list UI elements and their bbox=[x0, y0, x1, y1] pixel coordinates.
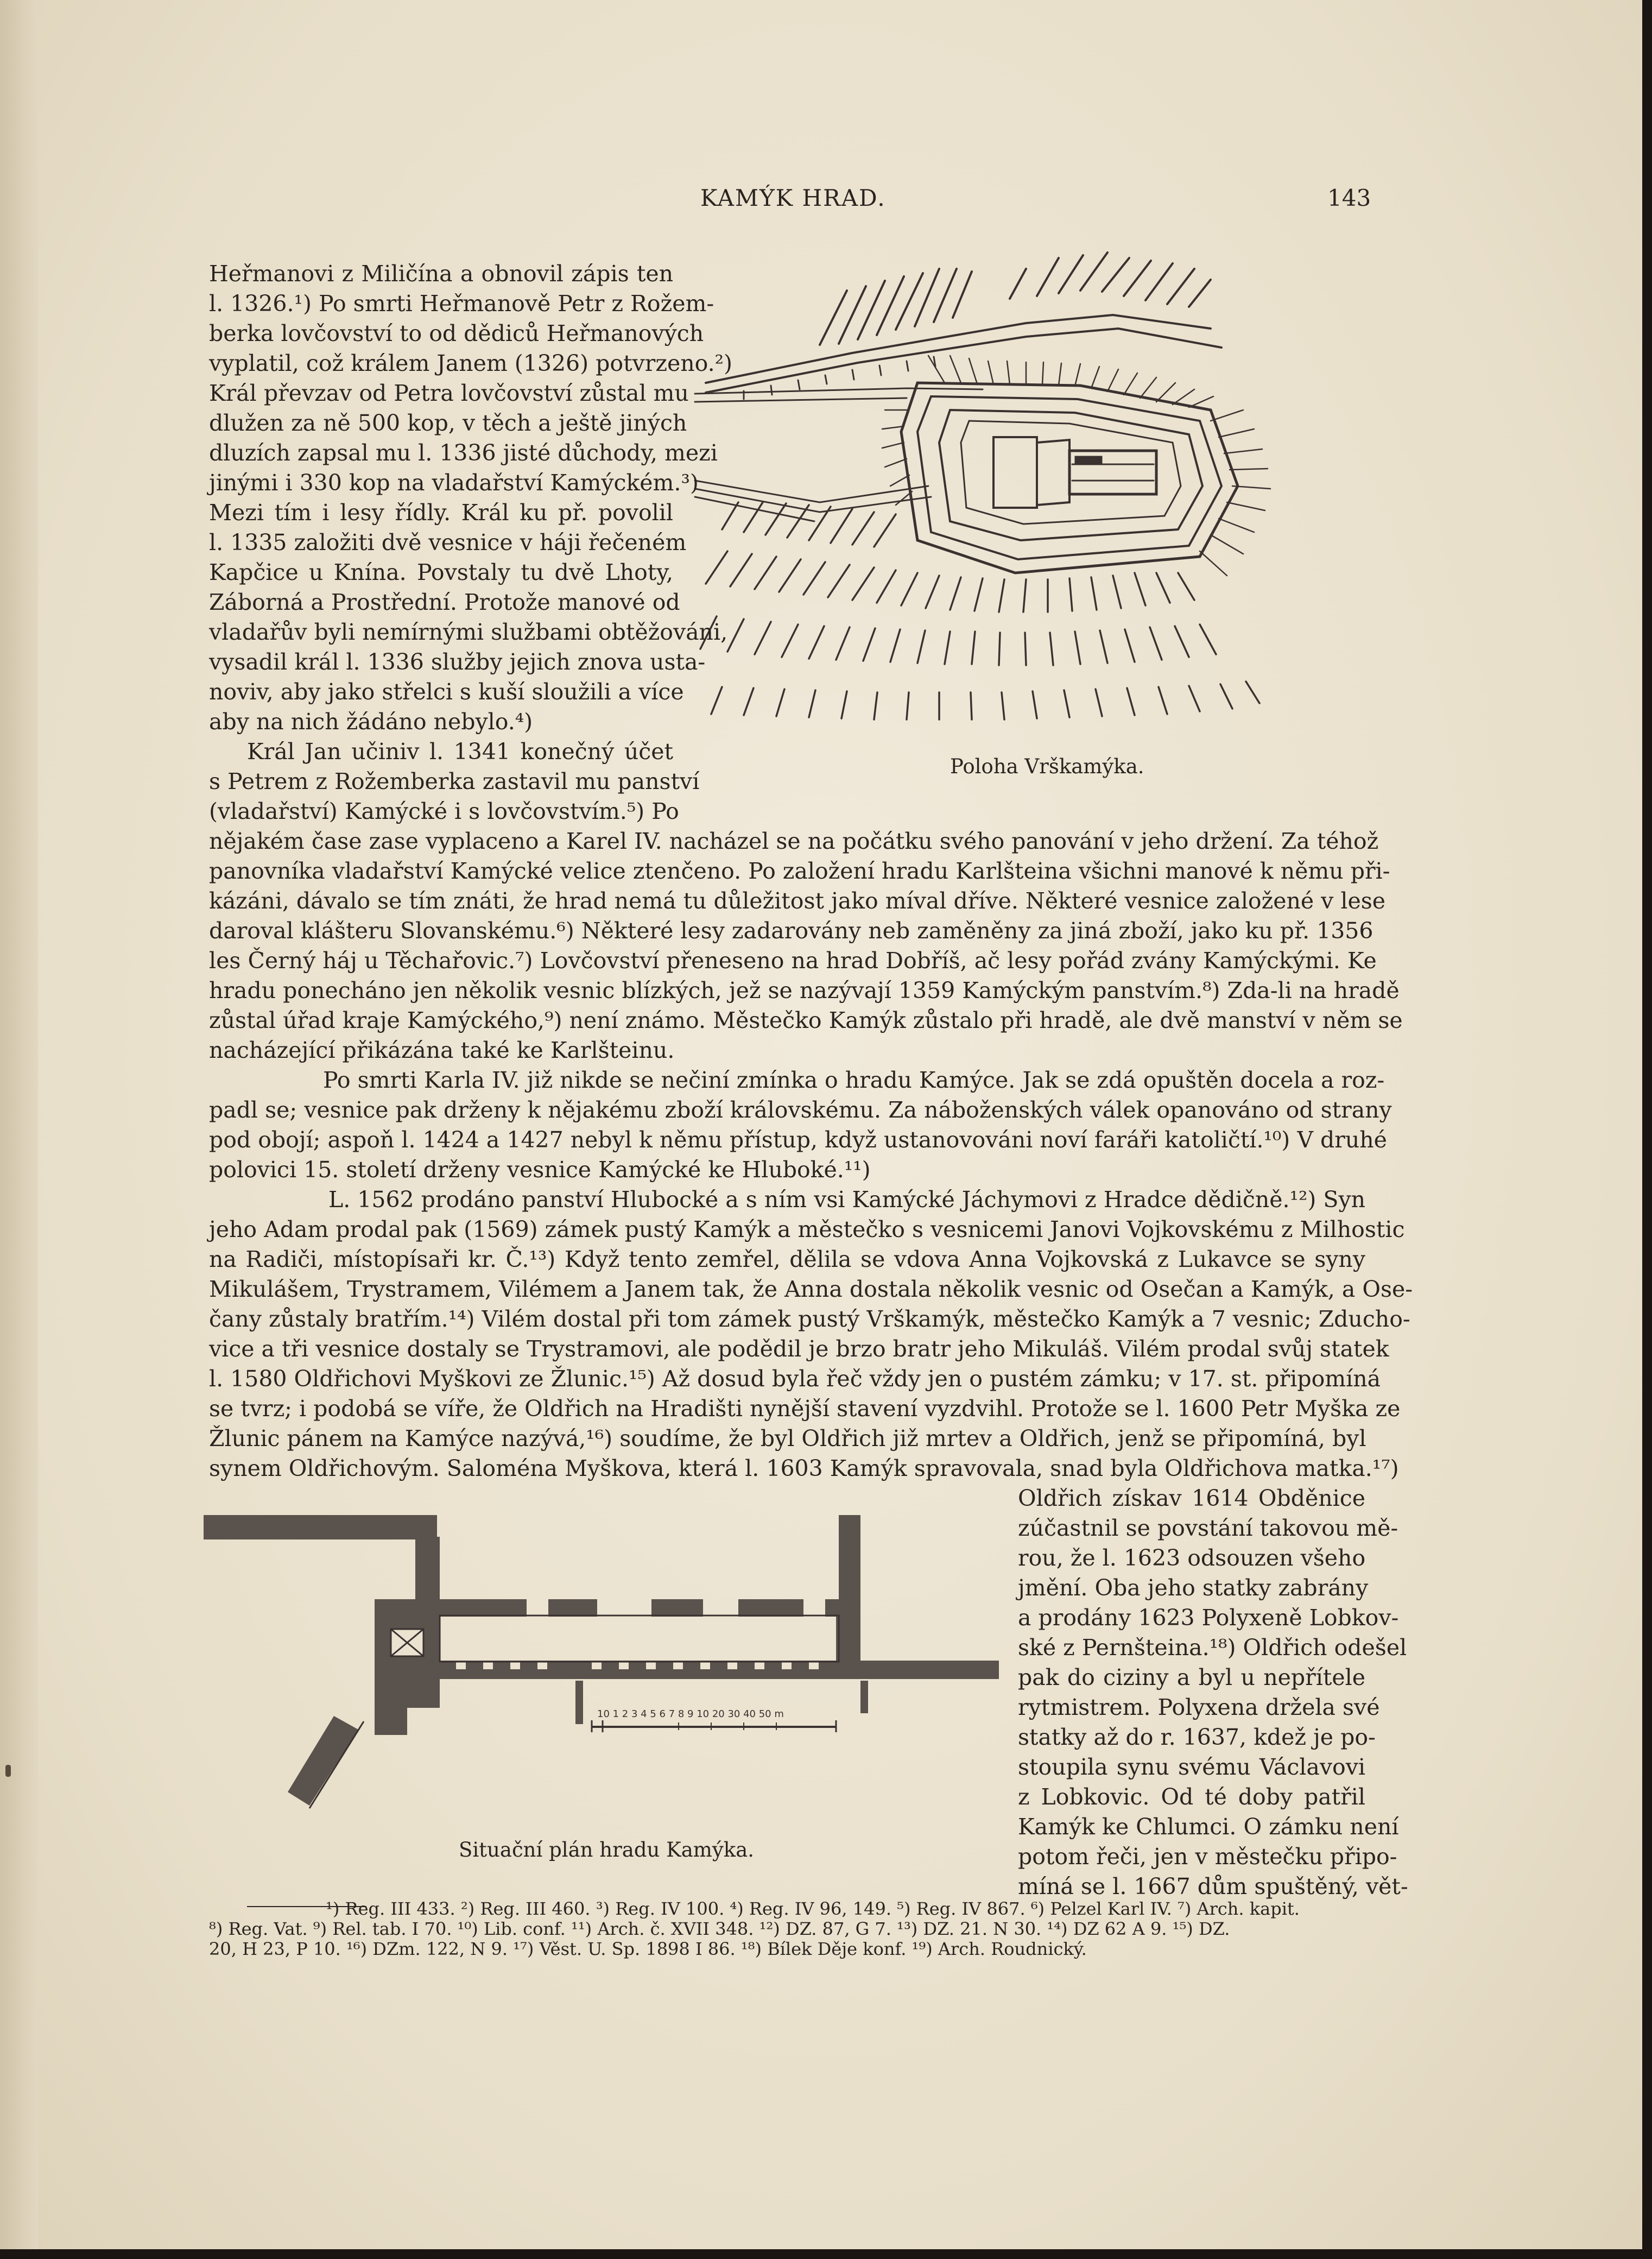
page-smudge bbox=[5, 1765, 11, 1777]
body-line: Heřmanovi z Miličína a obnovil zápis ten bbox=[209, 261, 673, 287]
page-binding-edge bbox=[0, 0, 38, 2249]
castle-location-figure bbox=[689, 247, 1373, 747]
body-line: Oldřich získav 1614 Obděnice bbox=[1018, 1485, 1365, 1511]
body-line: aby na nich žádáno nebylo.⁴) bbox=[209, 709, 533, 735]
body-line: padl se; vesnice pak drženy k nějakému zboží královskému. Za náboženských válek opanováno od strany bbox=[209, 1097, 1392, 1123]
body-line: rou, že l. 1623 odsouzen všeho bbox=[1018, 1545, 1366, 1571]
body-line: L. 1562 prodáno panství Hlubocké a s ním vsi Kamýcké Jáchymovi z Hradce dědičně.¹²) Syn bbox=[328, 1187, 1366, 1213]
page-number: 143 bbox=[1327, 185, 1371, 211]
body-line: Záborná a Prostřední. Protože manové od bbox=[209, 589, 680, 615]
body-line: Kapčice u Knína. Povstaly tu dvě Lhoty, bbox=[209, 559, 673, 585]
body-line: kázáni, dávalo se tím znáti, že hrad nemá tu důležitost jako míval dříve. Některé vesnice založené v lese bbox=[209, 888, 1386, 914]
body-line: Mezi tím i lesy řídly. Král ku př. povolil bbox=[209, 500, 673, 526]
body-line: stoupila synu svému Václavovi bbox=[1018, 1754, 1365, 1780]
body-line: vysadil král l. 1336 služby jejich znova usta- bbox=[209, 649, 706, 675]
body-line: z Lobkovic. Od té doby patřil bbox=[1018, 1784, 1365, 1810]
body-line: Po smrti Karla IV. již nikde se nečiní zmínka o hradu Kamýce. Jak se zdá opuštěn docela a roz- bbox=[323, 1067, 1385, 1093]
body-line: Žlunic pánem na Kamýce nazývá,¹⁶) soudíme, že byl Oldřich již mrtev a Oldřich, jenž se připomíná, byl bbox=[209, 1425, 1366, 1452]
scale-bar-label: 10 1 2 3 4 5 6 7 8 9 10 20 30 40 50 m bbox=[597, 1708, 784, 1720]
body-line: statky až do r. 1637, kdež je po- bbox=[1018, 1724, 1376, 1750]
body-line: jinými i 330 kop na vladařství Kamýckém.³) bbox=[209, 470, 699, 496]
running-head: KAMÝK HRAD. bbox=[700, 185, 886, 211]
footnote-line: ⁸) Reg. Vat. ⁹) Rel. tab. I 70. ¹⁰) Lib. conf. ¹¹) Arch. č. XVII 348. ¹²) DZ. 87, G 7. ¹³) DZ. 21. N 30. ¹⁴) DZ 62 A 9. ¹⁵) DZ. bbox=[209, 1919, 1230, 1939]
body-line: pod obojí; aspoň l. 1424 a 1427 nebyl k němu přístup, když ustanovováni noví faráři katoličtí.¹⁰) V druhé bbox=[209, 1127, 1387, 1153]
body-line: Kamýk ke Chlumci. O zámku není bbox=[1018, 1814, 1399, 1840]
body-line: se tvrz; i podobá se víře, že Oldřich na Hradišti nynější stavení vyzdvihl. Protože se l. 1600 Petr Myška ze bbox=[209, 1396, 1401, 1422]
body-line: (vladařství) Kamýcké i s lovčovstvím.⁵) Po bbox=[209, 798, 679, 824]
body-line: potom řeči, jen v městečku připo- bbox=[1018, 1844, 1397, 1870]
body-line: Mikulášem, Trystramem, Vilémem a Janem tak, že Anna dostala několik vesnic od Osečan a Kamýk, a Ose- bbox=[209, 1276, 1413, 1302]
body-line: čany zůstaly bratřím.¹⁴) Vilém dostal při tom zámek pustý Vrškamýk, městečko Kamýk a 7 vesnic; Zduchо- bbox=[209, 1306, 1410, 1332]
body-line: nějakém čase zase vyplaceno a Karel IV. nacházel se na počátku svého panování v jeho držení. Za téhož bbox=[209, 828, 1379, 854]
body-line: dlužen za ně 500 kop, v těch a ještě jiných bbox=[209, 410, 687, 436]
body-line: polovici 15. století drženy vesnice Kamýcké ke Hluboké.¹¹) bbox=[209, 1157, 871, 1183]
body-line: s Petrem z Rožemberka zastavil mu panství bbox=[209, 768, 700, 794]
body-line: l. 1335 založiti dvě vesnice v háji řečeném bbox=[209, 529, 687, 556]
body-line: rytmistrem. Polyxena držela své bbox=[1018, 1694, 1380, 1720]
body-line: l. 1326.¹) Po smrti Heřmanově Petr z Rožem- bbox=[209, 291, 714, 317]
body-line: pak do ciziny a byl u nepřítele bbox=[1018, 1664, 1365, 1690]
body-line: noviv, aby jako střelci s kuší sloužili a více bbox=[209, 679, 684, 705]
body-line: a prodány 1623 Polyxeně Lobkov- bbox=[1018, 1605, 1399, 1631]
body-line: vyplatil, což králem Janem (1326) potvrzeno.²) bbox=[209, 350, 733, 376]
body-line: dluzích zapsal mu l. 1336 jisté důchody, mezi bbox=[209, 440, 718, 466]
footnote-line: 20, H 23, P 10. ¹⁶) DZm. 122, N 9. ¹⁷) Věst. U. Sp. 1898 I 86. ¹⁸) Bílek Děje konf. ¹⁹) Arch. Roudnický. bbox=[209, 1939, 1087, 1959]
body-line: daroval klášteru Slovanskému.⁶) Některé lesy zadarovány neb zaměněny za jiná zboží, jako ku př. 1356 bbox=[209, 918, 1373, 944]
body-line: hradu ponecháno jen několik vesnic blízkých, jež se nazývají 1359 Kamýckým panstvím.⁸) Zda-li na hradě bbox=[209, 977, 1400, 1004]
body-line: ské z Pernšteina.¹⁸) Oldřich odešel bbox=[1018, 1635, 1407, 1661]
body-line: nacházející přikázána také ke Karlšteinu. bbox=[209, 1037, 675, 1063]
figure-caption-location: Poloha Vrškamýka. bbox=[950, 755, 1144, 778]
footnote-line: ¹) Reg. III 433. ²) Reg. III 460. ³) Reg. IV 100. ⁴) Reg. IV 96, 149. ⁵) Reg. IV 867. ⁶) Pelzel Karl IV. ⁷) Arch. kapit. bbox=[326, 1898, 1300, 1919]
body-line: panovníka vladařství Kamýcké velice ztenčeno. Po založení hradu Karlšteina všichni manové k němu při- bbox=[209, 858, 1390, 884]
body-line: synem Oldřichovým. Saloména Myškova, která l. 1603 Kamýk spravovala, snad byla Oldřichova matka.¹⁷) bbox=[209, 1455, 1399, 1481]
body-line: Král převzav od Petra lovčovství zůstal mu bbox=[209, 380, 689, 406]
body-line: míná se l. 1667 dům spuštěný, vět- bbox=[1018, 1873, 1408, 1900]
figure-caption-site-plan: Situační plán hradu Kamýka. bbox=[459, 1838, 755, 1862]
body-line: zúčastnil se povstání takovou mě- bbox=[1018, 1515, 1398, 1541]
body-line: jeho Adam prodal pak (1569) zámek pustý Kamýk a městečko s vesnicemi Janovi Vojkovskému z Milhostic bbox=[209, 1216, 1405, 1242]
body-line: vice a tři vesnice dostaly se Trystramovi, ale podědil je brzo bratr jeho Mikuláš. Vilém prodal svůj statek bbox=[209, 1336, 1389, 1362]
body-line: Král Jan učiniv l. 1341 konečný účet bbox=[247, 739, 673, 765]
body-line: berka lovčovství to od dědiců Heřmanových bbox=[209, 320, 704, 346]
body-line: vladařův byli nemírnými službami obtěžováni, bbox=[209, 619, 728, 645]
body-line: jmění. Oba jeho statky zabrány bbox=[1018, 1575, 1369, 1601]
castle-site-plan-figure bbox=[201, 1499, 999, 1835]
body-line: zůstal úřad kraje Kamýckého,⁹) není známo. Městečko Kamýk zůstalo při hradě, ale dvě manství v něm se bbox=[209, 1007, 1403, 1033]
body-line: les Černý háj u Těchařovic.⁷) Lovčovství přeneseno na hrad Dobříš, ač lesy pořád zvány Kamýckými. Ke bbox=[209, 948, 1377, 974]
body-line: l. 1580 Oldřichovi Myškovi ze Žlunic.¹⁵) Až dosud byla řeč vždy jen o pustém zámku; v 17. st. připomíná bbox=[209, 1366, 1381, 1392]
body-line: na Radiči, místopísaři kr. Č.¹³) Když tento zemřel, dělila se vdova Anna Vojkovská z Lukavce se syny bbox=[209, 1246, 1365, 1272]
